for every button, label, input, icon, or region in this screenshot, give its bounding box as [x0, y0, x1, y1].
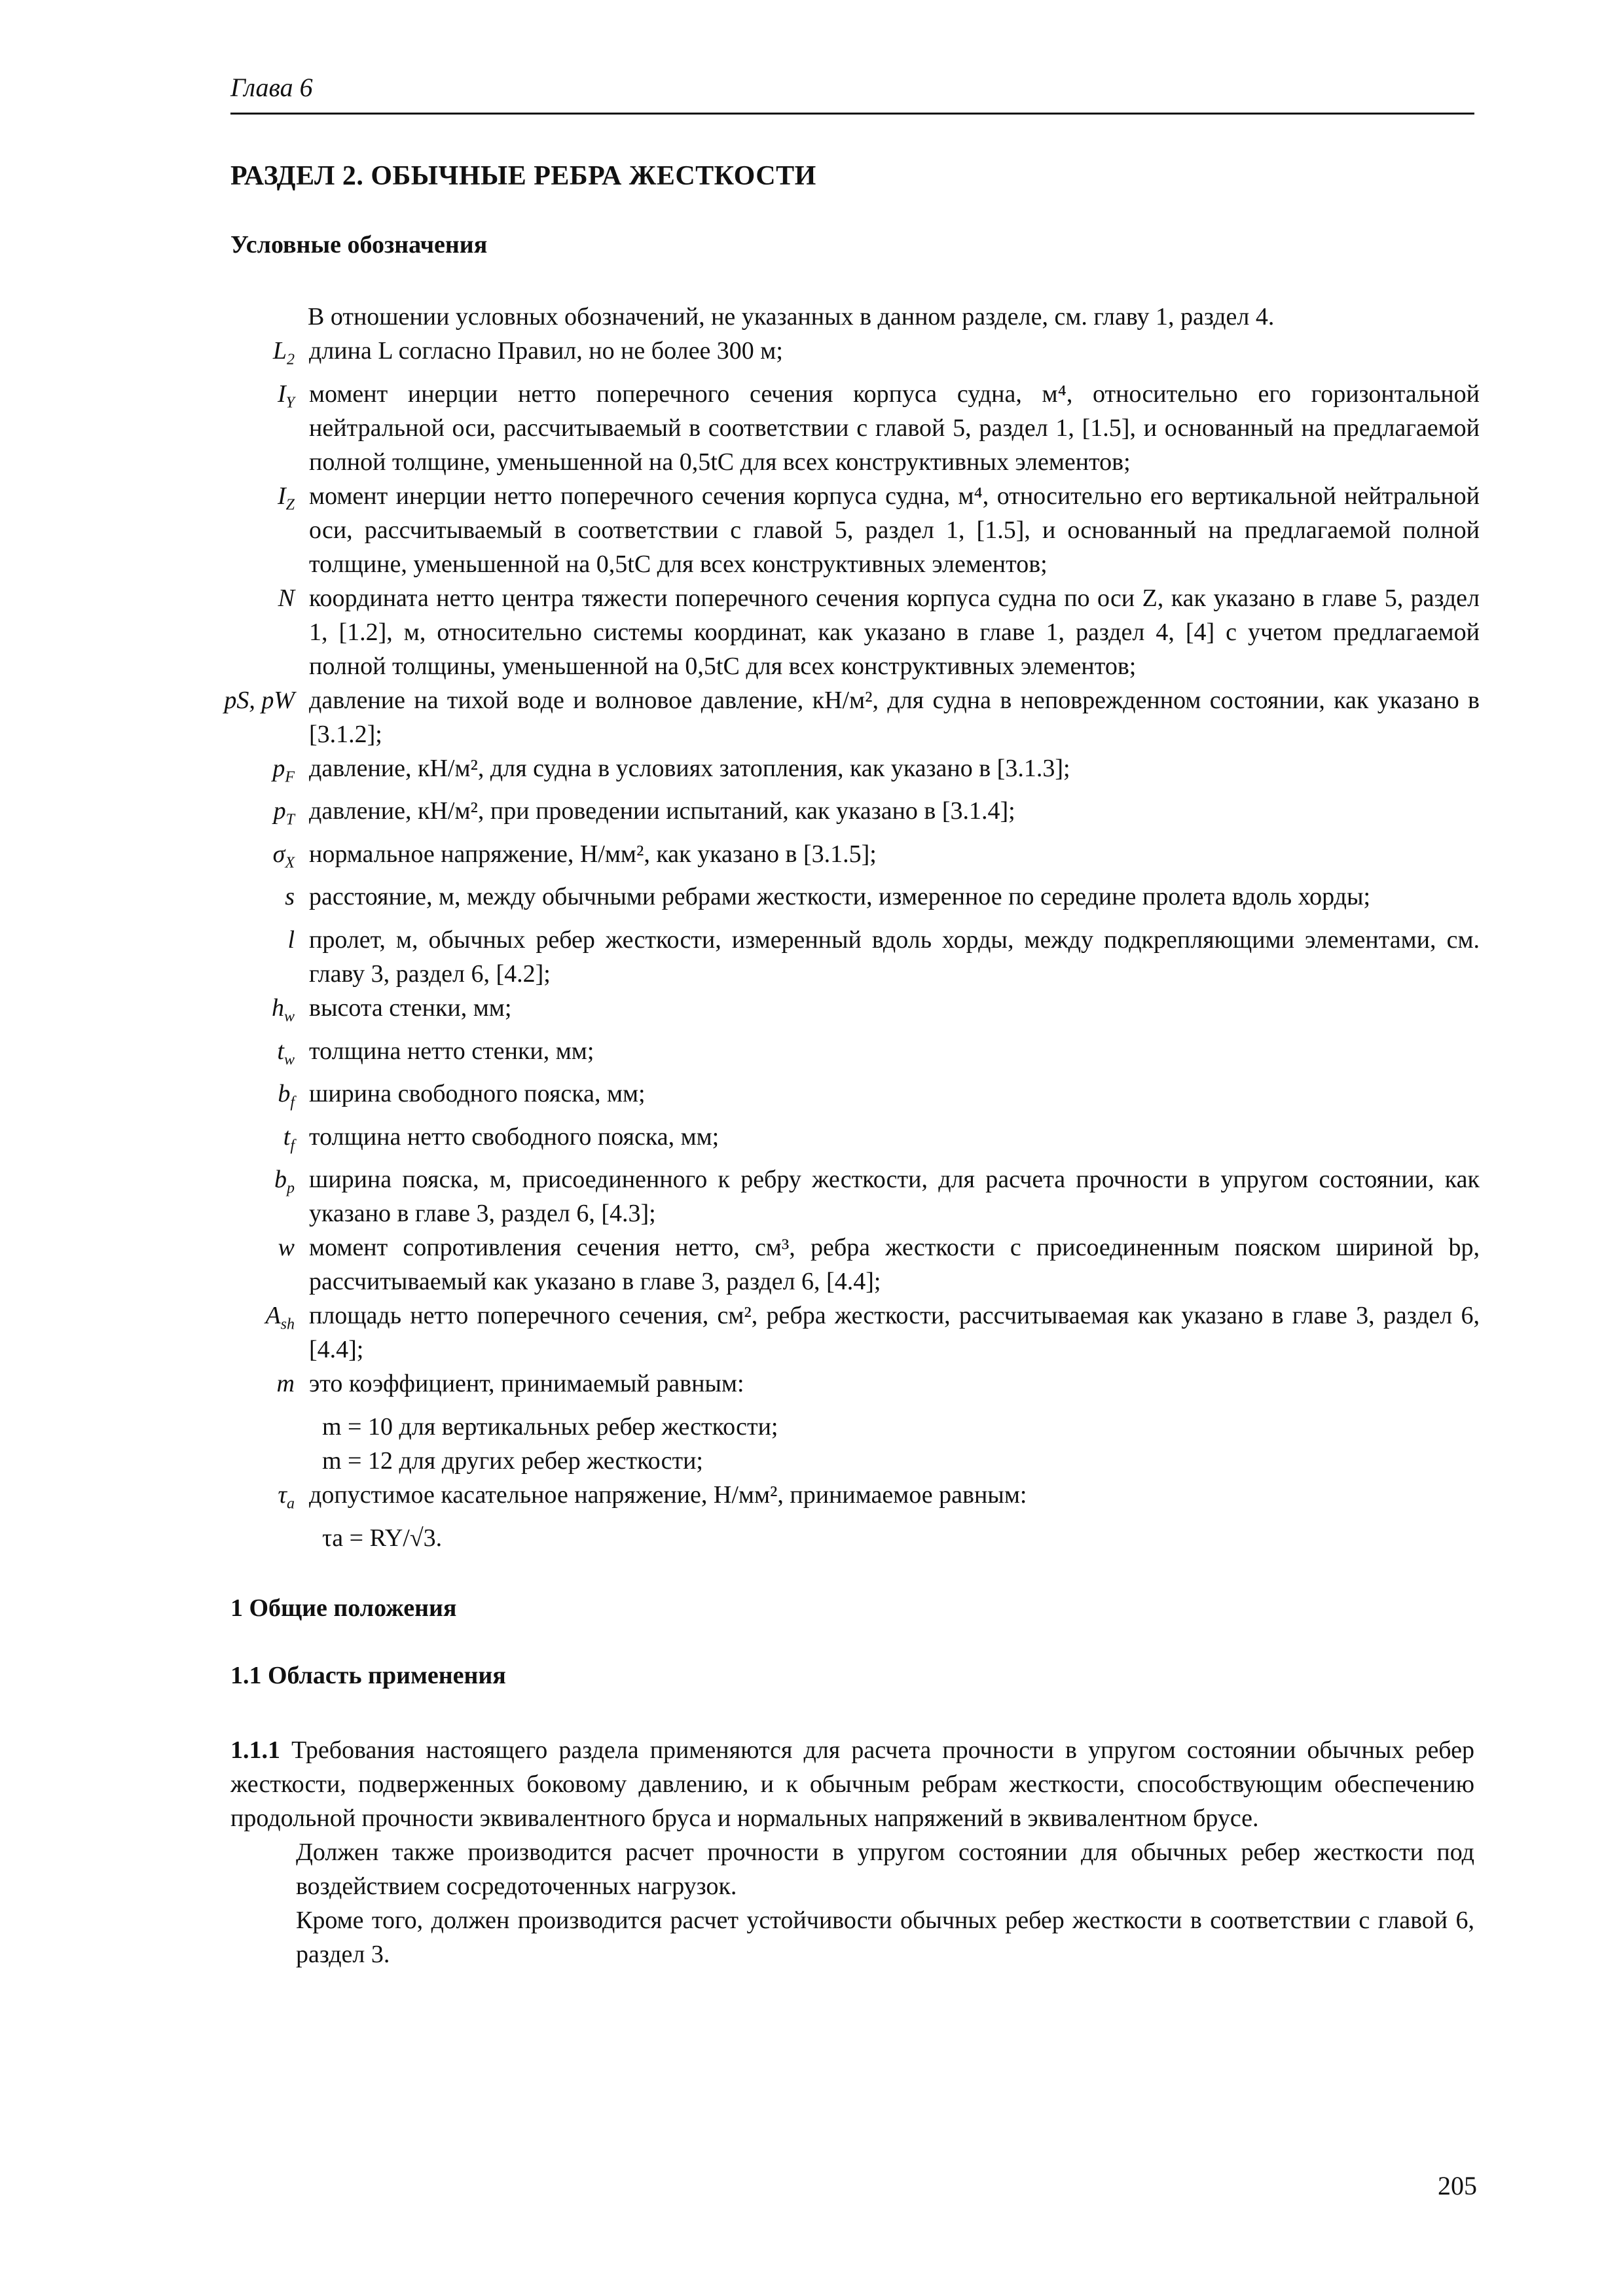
- symbol-key: $p_F$: [272, 754, 295, 786]
- symbol-description: момент инерции нетто поперечного сечения корпуса судна, м⁴, относительно его горизонтальной нейтральной оси, рассчитываемый в соответствии с главой 5, раздел 1, [1.5], и основанный на предлагаемой полной толщине, уменьшенной на 0,5tC для всех конструктивных элементов;: [309, 380, 1480, 476]
- symbol-row: [196, 1034, 1480, 1077]
- symbol-key: $b_p$: [274, 1166, 295, 1197]
- tau-formula: τa = RY/√3.: [322, 1524, 443, 1552]
- symbol-key: $p_T$: [273, 797, 295, 829]
- symbol-key: $b_f$: [278, 1080, 295, 1111]
- clause-number: 1.1.1: [230, 1736, 280, 1764]
- symbol-row: [196, 334, 1480, 377]
- symbol-description: момент инерции нетто поперечного сечения корпуса судна, м⁴, относительно его вертикальной нейтральной оси, рассчитываемый в соответствии с главой 5, раздел 1, [1.5], и основанный на предлагаемой полной толщине, уменьшенной на 0,5tC для всех конструктивных элементов;: [309, 482, 1480, 578]
- symbol-description: нормальное напряжение, Н/мм², как указано в [3.1.5];: [309, 840, 877, 868]
- symbol-key: l: [287, 925, 295, 954]
- clause-text: Требования настоящего раздела применяются для расчета прочности в упругом состоянии обычных ребер жесткости, подверженных боковому давлению, и к обычным ребрам жесткости, способствующим обеспечению продольной прочности эквивалентного бруса и нормальных напряжений в эквивалентном брусе.: [230, 1736, 1475, 1832]
- symbols-heading: Условные обозначения: [230, 231, 488, 259]
- m-value-other: m = 12 для других ребер жесткости;: [322, 1446, 703, 1475]
- symbol-key: s: [285, 883, 295, 911]
- symbol-description: это коэффициент, принимаемый равным:: [309, 1370, 744, 1398]
- symbol-row: [196, 923, 1480, 991]
- symbol-key: pS, pW: [224, 686, 295, 714]
- symbol-row: [196, 1478, 1480, 1521]
- symbol-row: [196, 1077, 1480, 1120]
- symbol-description: ширина свободного пояска, мм;: [309, 1080, 646, 1108]
- symbol-row: [196, 479, 1480, 581]
- symbol-row: [196, 683, 1480, 751]
- symbol-key: $L_2$: [272, 337, 295, 368]
- symbol-description: толщина нетто стенки, мм;: [309, 1037, 594, 1065]
- symbols-intro: В отношении условных обозначений, не указанных в данном разделе, см. главу 1, раздел 4.: [308, 303, 1275, 331]
- symbol-key: $I_Y$: [277, 380, 295, 412]
- symbol-key: $t_w$: [277, 1037, 295, 1069]
- symbol-key: $A_{sh}$: [265, 1302, 295, 1333]
- symbol-key: $\tau_a$: [278, 1480, 295, 1513]
- symbol-description: давление на тихой воде и волновое давление, кН/м², для судна в неповрежденном состоянии, как указано в [3.1.2];: [309, 686, 1480, 748]
- symbol-description: высота стенки, мм;: [309, 994, 512, 1022]
- symbol-description: толщина нетто свободного пояска, мм;: [309, 1122, 720, 1151]
- running-head: Глава 6: [230, 73, 313, 102]
- symbol-row: [196, 1162, 1480, 1230]
- section-title: РАЗДЕЛ 2. ОБЫЧНЫЕ РЕБРА ЖЕСТКОСТИ: [230, 161, 816, 191]
- m-value-vertical: m = 10 для вертикальных ребер жесткости;: [322, 1412, 778, 1441]
- symbol-row: [196, 1299, 1480, 1367]
- clause-paragraph: Кроме того, должен производится расчет устойчивости обычных ребер жесткости в соответствии с главой 6, раздел 3.: [296, 1907, 1474, 1968]
- symbol-row: [196, 751, 1480, 795]
- symbol-key: $t_f$: [283, 1122, 295, 1155]
- symbol-key: $\sigma_X$: [272, 840, 295, 872]
- symbol-row: [196, 581, 1480, 683]
- symbol-description: длина L согласно Правил, но не более 300 м;: [309, 337, 783, 365]
- header-rule: [230, 113, 1474, 115]
- symbol-row: [196, 991, 1480, 1034]
- symbol-row: [196, 377, 1480, 479]
- clause-1-1-1: [230, 1733, 1474, 1971]
- symbol-description: ширина пояска, м, присоединенного к ребру жесткости, для расчета прочности в упругом состоянии, как указано в главе 3, раздел 6, [4.3];: [309, 1166, 1480, 1228]
- symbols-list: [196, 300, 1480, 1555]
- heading-scope: 1.1 Область применения: [230, 1662, 506, 1689]
- symbol-key: $I_Z$: [277, 482, 295, 514]
- symbol-description: площадь нетто поперечного сечения, см², ребра жесткости, рассчитываемая как указано в главе 3, раздел 6, [4.4];: [309, 1302, 1480, 1364]
- symbol-row: [196, 1120, 1480, 1163]
- symbol-description: координата нетто центра тяжести поперечного сечения корпуса судна по оси Z, как указано в главе 5, раздел 1, [1.2], м, относительно системы координат, как указано в главе 1, раздел 4, [4] с учетом предлагаемой полной толщины, уменьшенной на 0,5tC для всех конструктивных элементов;: [309, 584, 1480, 680]
- symbol-description: допустимое касательное напряжение, Н/мм², принимаемое равным:: [309, 1480, 1027, 1509]
- symbol-row: [196, 794, 1480, 837]
- symbol-description: расстояние, м, между обычными ребрами жесткости, измеренное по середине пролета вдоль хорды;: [309, 883, 1371, 911]
- page-number: 205: [1438, 2171, 1477, 2200]
- symbol-description: давление, кН/м², для судна в условиях затопления, как указано в [3.1.3];: [309, 754, 1070, 782]
- symbol-key: w: [278, 1234, 295, 1262]
- symbol-row: [196, 1367, 1480, 1410]
- symbol-row: [196, 880, 1480, 923]
- symbol-key: N: [278, 584, 295, 612]
- symbol-description: давление, кН/м², при проведении испытаний, как указано в [3.1.4];: [309, 797, 1015, 825]
- symbol-key: m: [276, 1370, 295, 1398]
- symbol-row: [196, 1230, 1480, 1299]
- symbol-description: момент сопротивления сечения нетто, см³, ребра жесткости с присоединенным пояском шириной bp, рассчитываемый как указано в главе 3, раздел 6, [4.4];: [309, 1234, 1480, 1296]
- symbol-row: [196, 837, 1480, 880]
- symbol-key: $h_w$: [271, 994, 295, 1026]
- clause-paragraph: [230, 1733, 1474, 1835]
- heading-general-provisions: 1 Общие положения: [230, 1594, 457, 1622]
- clause-paragraph: Должен также производится расчет прочности в упругом состоянии для обычных ребер жесткости под воздействием сосредоточенных нагрузок.: [296, 1839, 1474, 1900]
- symbol-description: пролет, м, обычных ребер жесткости, измеренный вдоль хорды, между подкрепляющими элементами, см. главу 3, раздел 6, [4.2];: [309, 925, 1480, 988]
